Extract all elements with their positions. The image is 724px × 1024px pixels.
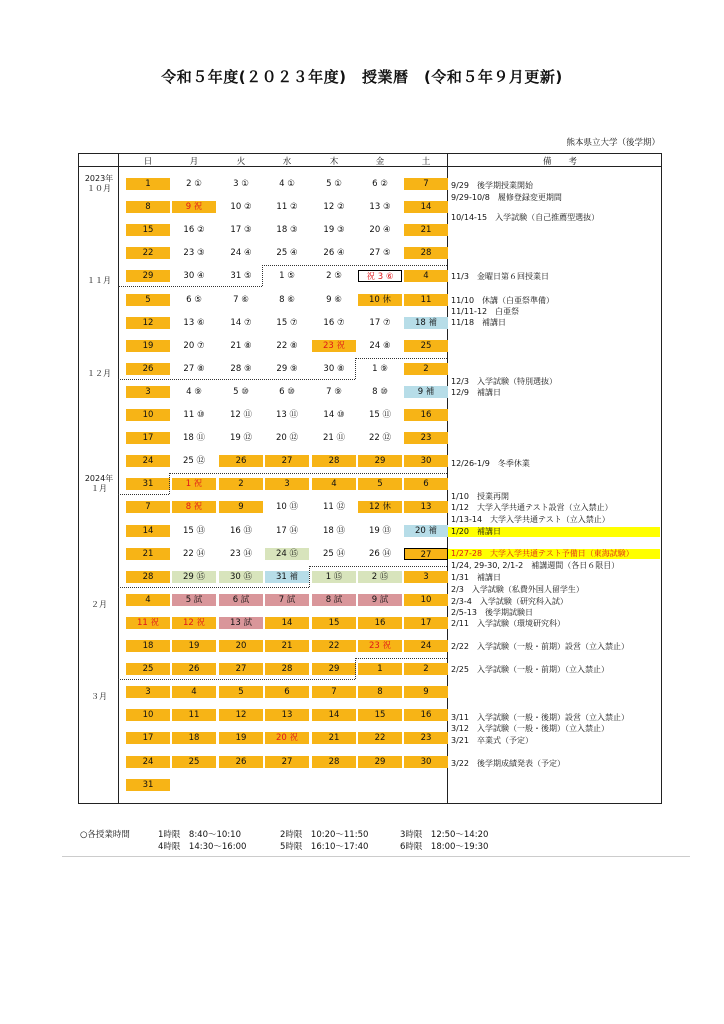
footer-divider xyxy=(62,856,690,857)
calendar-day-cell: 24 xyxy=(404,640,448,652)
note-item: 9/29 後学期授業開始 xyxy=(451,181,533,190)
calendar-day-cell: 20 ⑦ xyxy=(183,340,205,351)
note-item: 1/24, 29-30, 2/1-2 補講週間（各日６限目） xyxy=(451,561,620,570)
calendar-day-cell: 15 ⑪ xyxy=(368,410,392,420)
calendar-day-cell: 4 xyxy=(172,686,216,698)
month-boundary-line xyxy=(355,358,356,379)
calendar-day-cell: 29 xyxy=(312,663,356,675)
weekday-header-cell: 火 xyxy=(236,157,246,167)
period-3: 3時限 12:50～14:20 xyxy=(400,830,489,840)
calendar-day-cell: 26 xyxy=(172,663,216,675)
calendar-day-cell: 16 xyxy=(358,617,402,629)
calendar-day-cell: 19 xyxy=(219,732,263,744)
period-4: 4時限 14:30～16:00 xyxy=(158,842,247,852)
calendar-day-cell: 18 xyxy=(126,640,170,652)
calendar-day-cell: 15 ⑦ xyxy=(276,317,298,328)
calendar-day-cell: 8 試 xyxy=(312,594,356,606)
calendar-day-cell: 12 休 xyxy=(358,501,402,513)
calendar-day-cell: 20 ④ xyxy=(369,225,391,236)
calendar-day-cell: 20 ⑫ xyxy=(275,433,299,444)
calendar-day-cell: 9 補 xyxy=(404,386,448,398)
calendar-day-cell: 5 試 xyxy=(172,594,216,606)
month-label: ３月 xyxy=(91,692,107,702)
calendar-day-cell: 9 xyxy=(219,501,263,513)
calendar-day-cell: 2 xyxy=(219,478,263,490)
calendar-day-cell: 17 xyxy=(126,732,170,744)
month-boundary-line xyxy=(169,473,447,474)
calendar-day-cell: 13 ⑪ xyxy=(275,410,299,420)
calendar-day-cell: 8 xyxy=(358,686,402,698)
calendar-day-cell: 3 xyxy=(404,571,448,583)
calendar-day-cell: 29 ⑮ xyxy=(172,571,216,583)
class-times-label: ○各授業時間 xyxy=(80,830,130,840)
calendar-day-cell: 8 祝 xyxy=(172,501,216,513)
calendar-day-cell: 1 祝 xyxy=(172,478,216,490)
calendar-day-cell: 6 xyxy=(404,478,448,490)
calendar-day-cell: 14 ⑩ xyxy=(323,410,345,420)
calendar-day-cell: 28 xyxy=(265,663,309,675)
calendar-day-cell: 23 祝 xyxy=(312,340,356,352)
calendar-day-cell: 24 ④ xyxy=(230,248,252,259)
calendar-day-cell: 4 xyxy=(404,270,448,282)
calendar-day-cell: 22 xyxy=(126,247,170,259)
calendar-day-cell: 2 ① xyxy=(186,179,202,189)
note-item: 1/31 補講日 xyxy=(451,573,501,582)
calendar-day-cell: 20 xyxy=(219,640,263,652)
calendar-day-cell: 11 xyxy=(404,294,448,306)
note-item: 2/5-13 後学期試験日 xyxy=(451,608,533,617)
calendar-day-cell: 29 xyxy=(126,270,170,282)
calendar-day-cell: 12 xyxy=(126,317,170,329)
calendar-day-cell: 23 xyxy=(404,432,448,444)
calendar-day-cell: 8 xyxy=(126,201,170,213)
calendar-day-cell: 2 xyxy=(404,663,448,675)
calendar-day-cell: 22 ⑧ xyxy=(276,340,298,351)
note-item: 1/13-14 大学入学共通テスト（立入禁止） xyxy=(451,515,610,524)
note-item: 1/10 授業再開 xyxy=(451,492,509,501)
calendar-day-cell: 8 ⑥ xyxy=(279,294,295,305)
note-item: 2/11 入学試験（環境研究科） xyxy=(451,619,565,628)
calendar-day-cell: 14 ⑦ xyxy=(230,317,252,328)
calendar-day-cell: 17 xyxy=(126,432,170,444)
calendar-day-cell: 21 xyxy=(404,224,448,236)
note-item: 11/11-12 白亜祭 xyxy=(451,307,520,316)
calendar-day-cell: 25 xyxy=(126,663,170,675)
calendar-day-cell: 24 ⑮ xyxy=(265,548,309,560)
month-label: ２月 xyxy=(91,599,107,609)
note-item: 11/10 休講（白亜祭準備） xyxy=(451,296,555,305)
calendar-day-cell: 4 xyxy=(126,594,170,606)
month-boundary-line xyxy=(118,379,355,380)
period-5: 5時限 16:10～17:40 xyxy=(280,842,369,852)
calendar-day-cell: 15 ⑬ xyxy=(182,525,206,536)
calendar-day-cell: 5 xyxy=(219,686,263,698)
month-boundary-line xyxy=(262,265,263,286)
calendar-day-cell: 27 xyxy=(265,756,309,768)
calendar-day-cell: 7 xyxy=(404,178,448,190)
calendar-day-cell: 22 xyxy=(312,640,356,652)
calendar-day-cell: 15 xyxy=(358,709,402,721)
calendar-day-cell: 14 xyxy=(312,709,356,721)
calendar-day-cell: 1 ⑨ xyxy=(372,363,388,374)
calendar-day-cell: 6 試 xyxy=(219,594,263,606)
calendar-day-cell: 10 ⑬ xyxy=(275,502,299,513)
calendar-day-cell: 3 ① xyxy=(233,179,249,189)
note-item: 11/3 金曜日第６回授業日 xyxy=(451,272,549,281)
calendar-day-cell: 16 xyxy=(404,409,448,421)
calendar-day-cell: 1 xyxy=(126,178,170,190)
calendar-day-cell: 11 祝 xyxy=(126,617,170,629)
calendar-day-cell: 3 xyxy=(265,478,309,490)
note-item: 2/3 入学試験（私費外国人留学生） xyxy=(451,585,584,594)
calendar-day-cell: 7 ⑥ xyxy=(233,294,249,305)
note-item: 12/3 入学試験（特別選抜） xyxy=(451,377,557,386)
calendar-day-cell: 12 xyxy=(219,709,263,721)
weekday-header-cell: 土 xyxy=(421,157,431,167)
calendar-day-cell: 25 xyxy=(404,340,448,352)
calendar-day-cell: 20 補 xyxy=(404,525,448,537)
note-item: 2/22 入学試験（一般・前期）設営（立入禁止） xyxy=(451,642,629,651)
calendar-day-cell: 22 xyxy=(358,732,402,744)
calendar-day-cell: 31 補 xyxy=(265,571,309,583)
calendar-day-cell: 祝 3 ⑥ xyxy=(358,270,402,282)
calendar-day-cell: 17 xyxy=(404,617,448,629)
calendar-day-cell: 19 ⑫ xyxy=(229,433,253,444)
calendar-day-cell: 23 ⑭ xyxy=(229,548,253,559)
calendar-day-cell: 21 xyxy=(265,640,309,652)
calendar-day-cell: 5 ① xyxy=(326,179,342,189)
calendar-day-cell: 7 xyxy=(312,686,356,698)
weekday-header-cell: 金 xyxy=(375,157,385,167)
calendar-day-cell: 27 xyxy=(219,663,263,675)
month-label: 2023年 １０月 xyxy=(84,174,114,193)
calendar-day-cell: 24 ⑧ xyxy=(369,340,391,351)
calendar-day-cell: 9 試 xyxy=(358,594,402,606)
calendar-day-cell: 14 xyxy=(126,525,170,537)
calendar-day-cell: 25 ④ xyxy=(276,248,298,259)
calendar-day-cell: 7 ⑨ xyxy=(326,386,342,397)
calendar-day-cell: 18 xyxy=(172,732,216,744)
calendar-day-cell: 19 xyxy=(126,340,170,352)
note-item: 2/25 入学試験（一般・前期）（立入禁止） xyxy=(451,665,609,674)
calendar-day-cell: 22 ⑫ xyxy=(368,433,392,444)
calendar-day-cell: 19 ⑬ xyxy=(368,525,392,536)
notes-header: 備 考 xyxy=(542,157,577,167)
note-item: 1/20 補講日 xyxy=(448,527,660,537)
month-boundary-line xyxy=(169,473,170,494)
calendar-day-cell: 27 xyxy=(265,455,309,467)
calendar-day-cell: 15 xyxy=(312,617,356,629)
calendar-day-cell: 24 xyxy=(126,455,170,467)
calendar-day-cell: 30 ⑧ xyxy=(323,363,345,374)
calendar-day-cell: 26 xyxy=(219,455,263,467)
calendar-day-cell: 19 xyxy=(172,640,216,652)
calendar-day-cell: 3 xyxy=(126,386,170,398)
weekday-header-cell: 日 xyxy=(143,157,153,167)
calendar-day-cell: 4 xyxy=(312,478,356,490)
calendar-day-cell: 12 ⑪ xyxy=(229,410,253,420)
calendar-day-cell: 27 ⑤ xyxy=(369,248,391,259)
calendar-day-cell: 4 ① xyxy=(279,179,295,189)
month-boundary-line xyxy=(355,358,447,359)
calendar-day-cell: 26 ④ xyxy=(323,248,345,259)
calendar-day-cell: 9 xyxy=(404,686,448,698)
calendar-day-cell: 26 xyxy=(126,363,170,375)
month-boundary-line xyxy=(118,494,169,495)
calendar-day-cell: 6 ⑩ xyxy=(279,386,295,397)
calendar-day-cell: 8 ⑩ xyxy=(372,386,388,397)
calendar-day-cell: 13 ③ xyxy=(369,202,391,213)
calendar-day-cell: 28 ⑨ xyxy=(230,363,252,374)
calendar-day-cell: 18 ⑪ xyxy=(182,433,206,444)
calendar-day-cell: 18 ⑬ xyxy=(322,525,346,536)
calendar-day-cell: 17 ⑭ xyxy=(275,525,299,536)
calendar-day-cell: 10 xyxy=(126,709,170,721)
month-boundary-line xyxy=(309,566,447,567)
month-boundary-line xyxy=(355,658,447,659)
calendar-day-cell: 29 ⑨ xyxy=(276,363,298,374)
calendar-day-cell: 20 祝 xyxy=(265,732,309,744)
calendar-day-cell: 16 ⑬ xyxy=(229,525,253,536)
calendar-day-cell: 22 ⑭ xyxy=(182,548,206,559)
calendar-day-cell: 21 ⑧ xyxy=(230,340,252,351)
period-2: 2時限 10:20～11:50 xyxy=(280,830,369,840)
calendar-day-cell: 5 xyxy=(126,294,170,306)
calendar-day-cell: 17 ⑦ xyxy=(369,317,391,328)
period-1: 1時限 8:40～10:10 xyxy=(158,830,241,840)
calendar-day-cell: 24 xyxy=(126,756,170,768)
calendar-day-cell: 18 ③ xyxy=(276,225,298,236)
calendar-day-cell: 17 ③ xyxy=(230,225,252,236)
calendar-day-cell: 2 xyxy=(404,363,448,375)
calendar-day-cell: 29 xyxy=(358,455,402,467)
weekday-header-cell: 木 xyxy=(329,157,339,167)
month-boundary-line xyxy=(118,587,309,588)
calendar-day-cell: 23 ③ xyxy=(183,248,205,259)
calendar-day-cell: 10 ② xyxy=(230,202,252,213)
calendar-day-cell: 4 ⑨ xyxy=(186,386,202,397)
calendar-day-cell: 11 ⑩ xyxy=(183,410,205,420)
calendar-day-cell: 28 xyxy=(312,756,356,768)
note-item: 3/12 入学試験（一般・後期）（立入禁止） xyxy=(451,724,609,733)
calendar-day-cell: 30 ④ xyxy=(183,271,205,282)
page-title: 令和５年度(２０２３年度) 授業暦 (令和５年９月更新) xyxy=(161,68,563,86)
weekday-header-cell: 水 xyxy=(282,157,292,167)
calendar-day-cell: 19 ③ xyxy=(323,225,345,236)
calendar-day-cell: 13 xyxy=(265,709,309,721)
note-item: 3/22 後学期成績発表（予定） xyxy=(451,759,565,768)
calendar-day-cell: 5 ⑩ xyxy=(233,386,249,397)
calendar-day-cell: 16 xyxy=(404,709,448,721)
calendar-day-cell: 28 xyxy=(126,571,170,583)
calendar-day-cell: 27 xyxy=(404,548,448,560)
calendar-day-cell: 29 xyxy=(358,756,402,768)
calendar-day-cell: 31 xyxy=(126,478,170,490)
calendar-day-cell: 26 ⑭ xyxy=(368,548,392,559)
organization-label: 熊本県立大学（後学期） xyxy=(566,138,660,148)
calendar-day-cell: 11 xyxy=(172,709,216,721)
calendar-day-cell: 6 ② xyxy=(372,179,388,189)
calendar-day-cell: 6 ⑤ xyxy=(186,294,202,305)
month-label: １２月 xyxy=(87,368,111,378)
calendar-day-cell: 13 試 xyxy=(219,617,263,629)
calendar-day-cell: 25 ⑫ xyxy=(182,456,206,467)
calendar-day-cell: 10 xyxy=(404,594,448,606)
calendar-day-cell: 5 xyxy=(358,478,402,490)
calendar-day-cell: 21 xyxy=(126,548,170,560)
calendar-day-cell: 31 ⑤ xyxy=(230,271,252,282)
month-boundary-line xyxy=(118,286,262,287)
note-item: 9/29-10/8 履修登録変更期間 xyxy=(451,193,562,202)
calendar-day-cell: 30 xyxy=(404,756,448,768)
calendar-day-cell: 31 xyxy=(126,779,170,791)
calendar-day-cell: 12 ② xyxy=(323,202,345,213)
calendar-day-cell: 26 xyxy=(219,756,263,768)
calendar-day-cell: 13 xyxy=(404,501,448,513)
calendar-day-cell: 14 xyxy=(404,201,448,213)
calendar-day-cell: 1 ⑤ xyxy=(279,271,295,282)
note-item: 2/3-4 入学試験（研究科入試） xyxy=(451,597,568,606)
calendar-day-cell: 9 ⑥ xyxy=(326,294,342,305)
note-item: 1/27-28 大学入学共通テスト予備日（東海試験） xyxy=(448,549,660,559)
note-item: 3/11 入学試験（一般・後期）設営（立入禁止） xyxy=(451,713,629,722)
calendar-day-cell: 11 ⑫ xyxy=(322,502,346,513)
calendar-day-cell: 7 試 xyxy=(265,594,309,606)
calendar-day-cell: 30 ⑮ xyxy=(219,571,263,583)
note-item: 1/12 大学入学共通テスト設営（立入禁止） xyxy=(451,503,613,512)
calendar-day-cell: 21 xyxy=(312,732,356,744)
month-boundary-line xyxy=(309,566,310,587)
calendar-day-cell: 30 xyxy=(404,455,448,467)
month-boundary-line xyxy=(355,658,356,679)
note-item: 3/21 卒業式（予定） xyxy=(451,736,533,745)
calendar-day-cell: 16 ② xyxy=(183,225,205,236)
calendar-day-cell: 9 祝 xyxy=(172,201,216,213)
calendar-day-cell: 2 ⑮ xyxy=(358,571,402,583)
note-item: 12/26-1/9 冬季休業 xyxy=(451,459,530,468)
month-label: 2024年 １月 xyxy=(84,474,114,494)
month-label: １１月 xyxy=(87,276,111,286)
period-6: 6時限 18:00～19:30 xyxy=(400,842,489,852)
calendar-day-cell: 11 ② xyxy=(276,202,298,213)
calendar-day-cell: 25 ⑭ xyxy=(322,548,346,559)
month-boundary-line xyxy=(118,679,355,680)
calendar-day-cell: 1 xyxy=(358,663,402,675)
calendar-day-cell: 2 ⑤ xyxy=(326,271,342,282)
calendar-day-cell: 28 xyxy=(312,455,356,467)
calendar-day-cell: 7 xyxy=(126,501,170,513)
calendar-day-cell: 27 ⑧ xyxy=(183,363,205,374)
calendar-day-cell: 28 xyxy=(404,247,448,259)
weekday-header-cell: 月 xyxy=(189,157,199,167)
calendar-day-cell: 25 xyxy=(172,756,216,768)
calendar-day-cell: 21 ⑪ xyxy=(322,433,346,444)
calendar-day-cell: 23 祝 xyxy=(358,640,402,652)
note-item: 10/14-15 入学試験（自己推薦型選抜） xyxy=(451,213,600,222)
calendar-day-cell: 13 ⑥ xyxy=(183,317,205,328)
calendar-day-cell: 16 ⑦ xyxy=(323,317,345,328)
calendar-day-cell: 10 xyxy=(126,409,170,421)
calendar-day-cell: 23 xyxy=(404,732,448,744)
note-item: 11/18 補講日 xyxy=(451,318,507,327)
calendar-day-cell: 3 xyxy=(126,686,170,698)
calendar-day-cell: 14 xyxy=(265,617,309,629)
note-item: 12/9 補講日 xyxy=(451,388,501,397)
calendar-day-cell: 10 休 xyxy=(358,294,402,306)
calendar-day-cell: 15 xyxy=(126,224,170,236)
calendar-day-cell: 1 ⑮ xyxy=(312,571,356,583)
calendar-day-cell: 6 xyxy=(265,686,309,698)
calendar-day-cell: 12 祝 xyxy=(172,617,216,629)
calendar-day-cell: 18 補 xyxy=(404,317,448,329)
month-boundary-line xyxy=(262,265,447,266)
